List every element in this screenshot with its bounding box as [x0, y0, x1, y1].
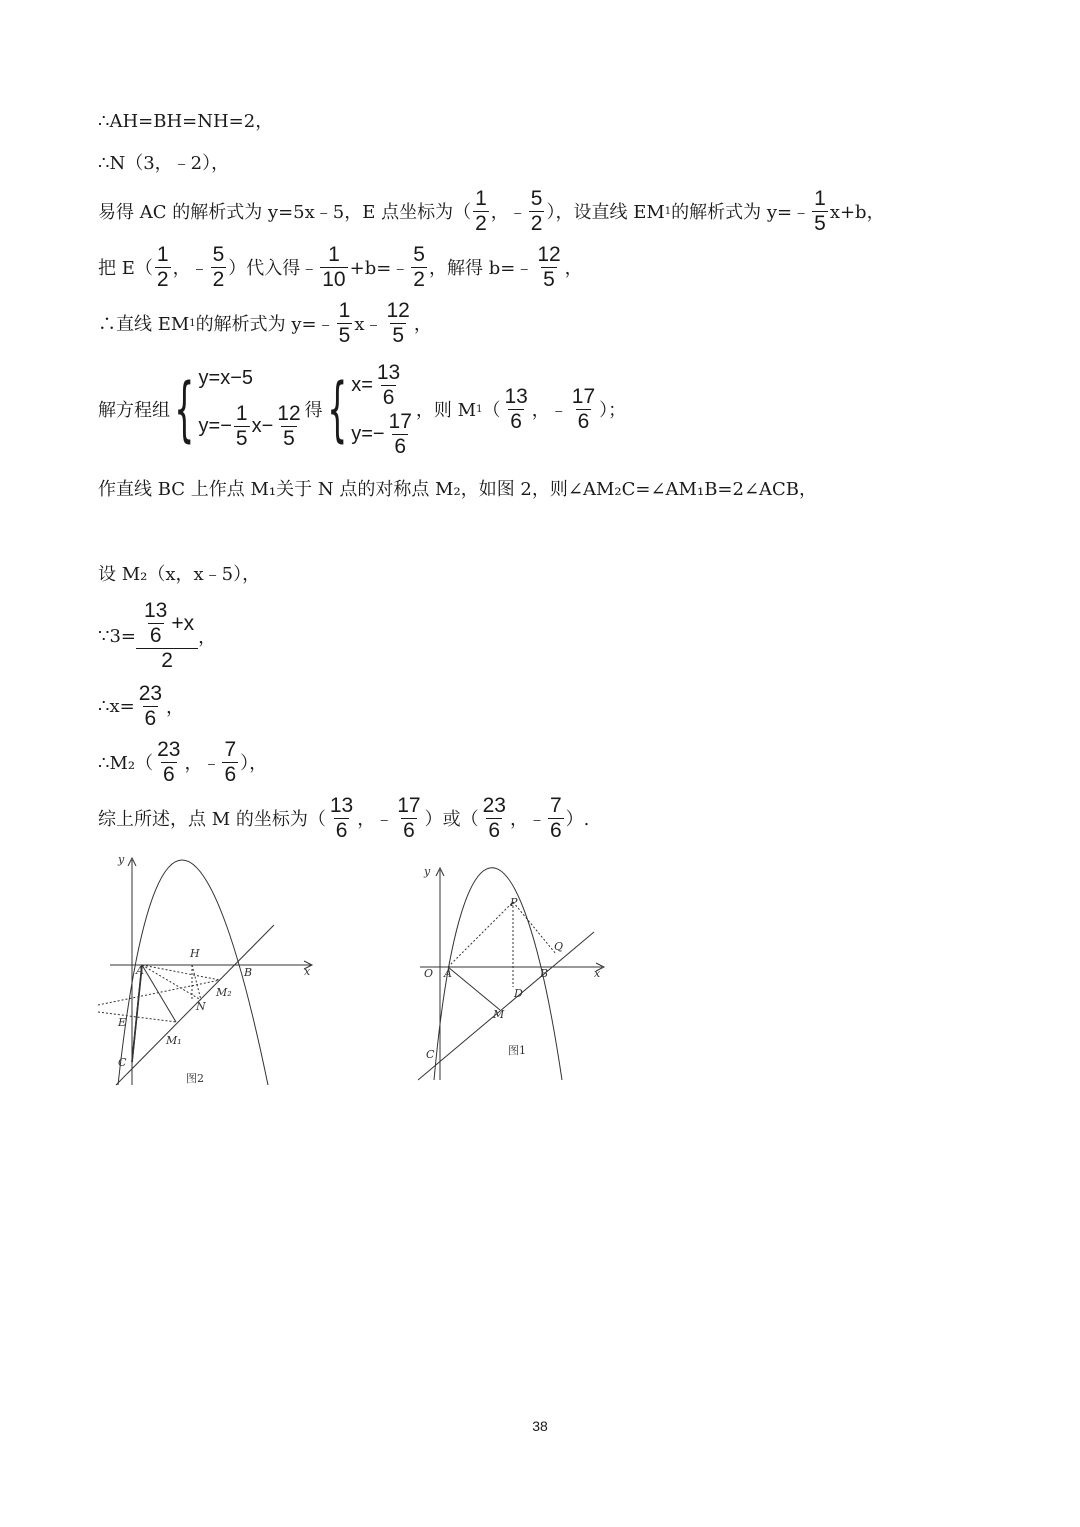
line-bc: [418, 932, 594, 1080]
figure-2: [96, 850, 326, 1095]
text: 把 E（: [98, 258, 153, 279]
line-solve-system: 解方程组 { y=x−5 y=− $\frac{1}{5}$ x− $\frac{12}{5}$ 得 { x= $\frac{13}{6}$ y=− $\frac{17}{6}$ ，则 M 1 （ $\frac{13}{6}$ ，﹣ $\frac{17}{6}$ ）；: [98, 361, 627, 458]
fraction: $\frac{7}{6}$: [549, 793, 562, 842]
brace-icon: {: [326, 368, 347, 450]
fraction: $\frac{7}{6}$: [224, 737, 237, 786]
label-p: P: [510, 896, 518, 909]
fraction: $\frac{13}{6}$: [504, 384, 528, 433]
fraction: $\frac{17}{6}$: [571, 384, 596, 433]
fraction: $\frac{5}{2}$: [530, 186, 543, 235]
caption-fig2: 图2: [186, 1072, 204, 1085]
line-x-value: [98, 681, 184, 731]
label-o: O: [424, 967, 434, 980]
label-m1: M₁: [166, 1034, 182, 1047]
fraction: $\frac{1}{5}$: [814, 186, 826, 235]
text: ，则 M: [415, 400, 477, 421]
text: ∴AH=BH=NH=2，: [98, 111, 274, 132]
line-n-coord: [98, 150, 229, 174]
text: 易得 AC 的解析式为 y=5x﹣5，E 点坐标为（: [98, 202, 472, 223]
label-m2: M₂: [216, 986, 232, 999]
fraction: $\frac{17}{6}$: [397, 793, 421, 842]
text: 的解析式为 y=﹣: [671, 202, 811, 223]
label-x: x: [304, 965, 311, 978]
solution-x: x= $\frac{13}{6}$: [351, 361, 401, 409]
text: ，﹣: [184, 753, 221, 774]
text: +b=﹣: [349, 258, 410, 279]
text: ∴x=: [98, 695, 135, 717]
text: ，﹣: [531, 400, 568, 421]
text: 设 M₂（x，x﹣5），: [98, 564, 261, 585]
equation-1: y=x−5: [198, 367, 254, 389]
label-d: D: [514, 987, 523, 1000]
text: ∴直线 EM: [98, 314, 190, 335]
text: 综上所述，点 M 的坐标为（: [98, 809, 326, 830]
label-x: x: [594, 967, 601, 980]
text: 得: [304, 400, 323, 421]
line-set-m2: [98, 561, 260, 585]
label-b: B: [540, 967, 549, 980]
line-am: [448, 967, 500, 1010]
text: ，: [413, 314, 432, 335]
equation-2: y=− $\frac{1}{5}$ x− $\frac{12}{5}$: [198, 402, 301, 450]
fraction: $\frac{1}{2}$: [475, 186, 487, 235]
text: ，: [564, 258, 583, 279]
page-number: 38: [532, 1418, 548, 1434]
equation-system: [199, 361, 305, 457]
text: x+b，: [829, 202, 885, 223]
text: 作直线 BC 上作点 M₁关于 N 点的对称点 M₂，如图 2，则∠AM₂C=∠AM₁B=2∠ACB，: [98, 479, 818, 500]
text: ，解得 b=﹣: [428, 258, 534, 279]
label-y: y: [424, 865, 431, 878]
text: 解方程组: [98, 400, 170, 421]
line-ah-bh-nh: [98, 108, 273, 132]
fraction: $\frac{5}{2}$: [413, 242, 425, 291]
text: 的解析式为 y=﹣: [195, 314, 335, 335]
text: x﹣: [354, 314, 383, 335]
fraction: $\frac{23}{6}$: [157, 737, 181, 786]
text: ∴M₂（: [98, 753, 154, 774]
text: ）.: [565, 809, 590, 830]
label-a: A: [444, 967, 452, 980]
text: ，: [198, 627, 217, 648]
text: ，﹣: [172, 258, 209, 279]
figure-1: [410, 862, 610, 1087]
line-pq: [513, 902, 556, 954]
fraction: $\frac{5}{2}$: [212, 242, 225, 291]
fraction: $\frac{1}{5}$: [338, 298, 351, 347]
text: ），: [240, 753, 268, 774]
line-midpoint-eq: [98, 598, 216, 674]
label-q: Q: [554, 940, 564, 953]
label-b: B: [244, 966, 253, 979]
line-reflection: [98, 476, 817, 500]
line-em1-expression: ∴直线 EM 1 的解析式为 y=﹣ $\frac{1}{5}$ x﹣ $\frac{12}{5}$ ，: [98, 298, 432, 347]
text: ，﹣: [490, 202, 527, 223]
label-h: H: [190, 947, 200, 960]
solution-y: y=− $\frac{17}{6}$: [351, 410, 412, 458]
line-conclusion: [98, 793, 589, 843]
fraction: $\frac{12}{5}$: [386, 298, 410, 347]
label-y: y: [118, 853, 125, 866]
nested-fraction: $\frac{13}{6}$ +x 2: [138, 599, 196, 673]
line-m2-coord: [98, 737, 267, 787]
label-c: C: [426, 1048, 435, 1061]
text: ∵3=: [98, 625, 136, 647]
caption-fig1: 图1: [508, 1044, 526, 1057]
fraction: $\frac{12}{5}$: [537, 242, 561, 291]
line-ac-expression: 易得 AC 的解析式为 y=5x﹣5，E 点坐标为（ $\frac{1}{2}$ ，﹣ $\frac{5}{2}$ ），设直线 EM 1 的解析式为 y=﹣ $\frac{1}{5}$ x+b，: [98, 186, 885, 235]
text: ，: [166, 697, 185, 718]
label-m: M: [493, 1008, 505, 1021]
fraction: $\frac{13}{6}$: [329, 793, 354, 842]
solution-system: [351, 361, 416, 457]
text: ∴N（3，﹣2），: [98, 153, 230, 174]
label-e: E: [118, 1016, 127, 1029]
text: ，﹣: [509, 809, 546, 830]
fraction: $\frac{23}{6}$: [138, 681, 163, 730]
brace-icon: {: [174, 368, 195, 450]
text: ，﹣: [357, 809, 394, 830]
text: ）代入得﹣: [228, 258, 319, 279]
fraction: $\frac{23}{6}$: [482, 793, 506, 842]
label-n: N: [196, 1000, 206, 1013]
line-substitute-e: [98, 242, 583, 292]
label-c: C: [118, 1056, 127, 1069]
text: （: [482, 400, 501, 421]
text: ）或（: [424, 809, 479, 830]
line-am1: [142, 965, 176, 1022]
line-ap: [448, 902, 513, 967]
fraction: $\frac{1}{2}$: [156, 242, 169, 291]
text: ）；: [599, 400, 627, 421]
label-a: A: [136, 964, 144, 977]
fraction: $\frac{1}{10}$: [322, 242, 346, 291]
text: ），设直线 EM: [546, 202, 665, 223]
